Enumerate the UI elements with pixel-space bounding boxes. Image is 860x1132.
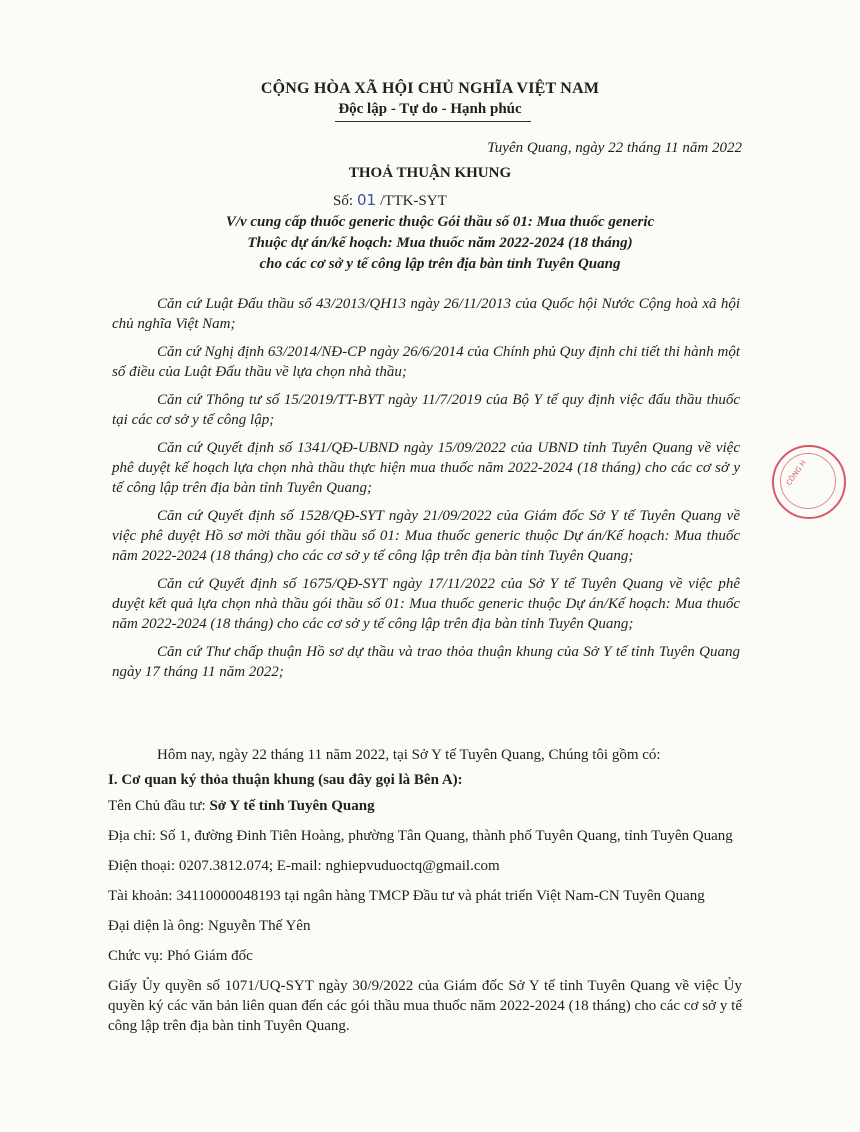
- basis-paragraph: Căn cứ Quyết định số 1528/QĐ-SYT ngày 21/09/2022 của Giám đốc Sở Y tế Tuyên Quang về việc phê duyệt Hồ sơ mời thầu gói thầu số 01: Mua thuốc generic thuộc Dự án/Kế hoạch: Mua thuốc năm 2022-2024 (18 tháng) cho các cơ sở y tế công lập trên địa bàn tỉnh Tuyên Quang;: [112, 508, 740, 564]
- document-number-suffix: /TTK-SYT: [380, 193, 447, 209]
- basis-paragraph: Căn cứ Quyết định số 1675/QĐ-SYT ngày 17/11/2022 của Sở Y tế Tuyên Quang về việc phê duyệt kết quả lựa chọn nhà thầu gói thầu số 01: Mua thuốc generic thuộc Dự án/Kế hoạch: Mua thuốc năm 2022-2024 (18 tháng) cho các cơ sở y tế công lập trên địa bàn tỉnh Tuyên Quang;: [112, 576, 740, 632]
- subject-line: Thuộc dự án/kế hoạch: Mua thuốc năm 2022-2024 (18 tháng): [247, 235, 633, 251]
- subject-line: V/v cung cấp thuốc generic thuộc Gói thầu số 01: Mua thuốc generic: [225, 214, 655, 230]
- intro-paragraph: Hôm nay, ngày 22 tháng 11 năm 2022, tại Sở Y tế Tuyên Quang, Chúng tôi gồm có:: [157, 747, 661, 763]
- basis-paragraph: Căn cứ Thông tư số 15/2019/TT-BYT ngày 11/7/2019 của Bộ Y tế quy định việc đấu thầu thuốc tại các cơ sở y tế công lập;: [112, 392, 740, 428]
- motto-underline: [335, 121, 531, 122]
- subject-line: cho các cơ sở y tế công lập trên địa bàn tỉnh Tuyên Quang: [259, 256, 621, 272]
- basis-paragraph: Căn cứ Thư chấp thuận Hồ sơ dự thầu và trao thỏa thuận khung của Sở Y tế tỉnh Tuyên Quang ngày 17 tháng 11 năm 2022;: [112, 644, 740, 680]
- basis-paragraph: Căn cứ Luật Đấu thầu số 43/2013/QH13 ngày 26/11/2013 của Quốc hội Nước Cộng hoà xã hội chủ nghĩa Việt Nam;: [112, 296, 740, 332]
- main-content: [108, 745, 742, 1046]
- motto: Độc lập - Tự do - Hạnh phúc: [338, 101, 522, 117]
- basis-paragraph: Căn cứ Quyết định số 1341/QĐ-UBND ngày 15/09/2022 của UBND tỉnh Tuyên Quang về việc phê duyệt kế hoạch lựa chọn nhà thầu thực hiện mua thuốc năm 2022-2024 (18 tháng) cho các cơ sở y tế công lập trên địa bàn tỉnh Tuyên Quang;: [112, 440, 740, 496]
- document-subject: [150, 212, 730, 275]
- investor-line: [108, 796, 742, 816]
- basis-paragraph: Căn cứ Nghị định 63/2014/NĐ-CP ngày 26/6/2014 của Chính phủ Quy định chi tiết thi hành một số điều của Luật Đấu thầu về lựa chọn nhà thầu;: [112, 344, 740, 380]
- place-date: Tuyên Quang, ngày 22 tháng 11 năm 2022: [487, 140, 742, 156]
- investor-label: Tên Chủ đầu tư:: [108, 798, 206, 814]
- document-number-prefix: Số:: [333, 193, 354, 209]
- address-line: Địa chỉ: Số 1, đường Đinh Tiên Hoàng, phường Tân Quang, thành phố Tuyên Quang, tỉnh Tuyên Quang: [108, 828, 733, 844]
- investor-value: Sở Y tế tỉnh Tuyên Quang: [209, 798, 375, 814]
- phone-email-line: Điện thoại: 0207.3812.074; E-mail: nghiepvuduoctq@gmail.com: [108, 858, 500, 874]
- position-line: Chức vụ: Phó Giám đốc: [108, 948, 253, 964]
- stamp-text: CÔNG H: [784, 459, 808, 487]
- document-number-value: 01: [357, 191, 377, 209]
- document-title: THOẢ THUẬN KHUNG: [348, 165, 512, 181]
- red-seal-stamp: [772, 445, 846, 519]
- document-number: [333, 191, 447, 210]
- authorization-paragraph: Giấy Ủy quyền số 1071/UQ-SYT ngày 30/9/2022 của Giám đốc Sở Y tế tỉnh Tuyên Quang về việc Ủy quyền ký các văn bản liên quan đến các gói thầu mua thuốc năm 2022-2024 (18 tháng) cho các cơ sở y tế công lập trên địa bàn tỉnh Tuyên Quang.: [108, 978, 742, 1034]
- representative-line: Đại diện là ông: Nguyễn Thế Yên: [108, 918, 311, 934]
- legal-basis: [112, 294, 740, 690]
- section-heading: I. Cơ quan ký thỏa thuận khung (sau đây gọi là Bên A):: [108, 772, 463, 788]
- account-line: Tài khoản: 34110000048193 tại ngân hàng TMCP Đầu tư và phát triển Việt Nam-CN Tuyên Quang: [108, 888, 705, 904]
- national-title: CỘNG HÒA XÃ HỘI CHỦ NGHĨA VIỆT NAM: [260, 80, 600, 97]
